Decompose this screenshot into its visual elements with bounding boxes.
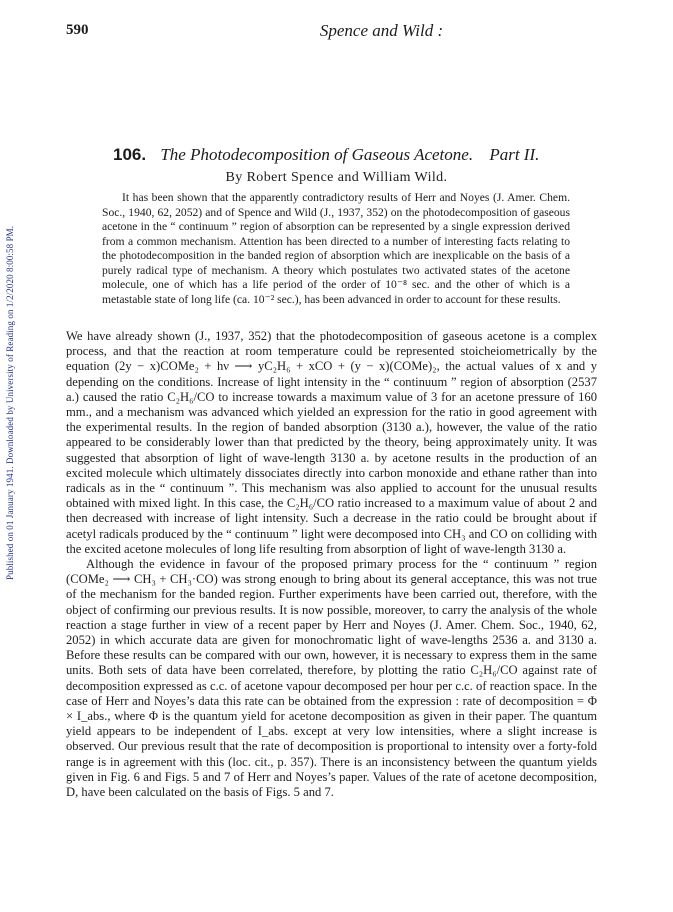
- article-title: [113, 145, 633, 165]
- download-watermark: [5, 140, 19, 580]
- running-head: [0, 21, 673, 41]
- body-text: [66, 329, 597, 800]
- abstract-text: It has been shown that the apparently contradictory results of Herr and Noyes (J. Amer. Chem. Soc., 1940, 62, 2052) and of Spence and Wild (J., 1937, 352) on the photodecomposition of gaseous acetone in the “ continuum ” region of absorption can be represented by a single expression derived from a common mechanism. Attention has been directed to a number of interesting facts relating to the photodecomposition in the banded region of absorption which are inexplicable on the basis of a purely radical type of mechanism. A theory which postulates two activated states of the acetone molecule, one of which has a life period of the order of 10⁻⁸ sec. and the other of which is a metastable state of long life (ca. 10⁻² sec.), has been advanced in order to account for these results.: [102, 191, 570, 306]
- page-number: 590: [66, 22, 89, 38]
- abstract: [102, 191, 570, 307]
- article-title-text: The Photodecomposition of Gaseous Acetone.: [160, 145, 474, 164]
- download-watermark-text: Published on 01 January 1941. Downloaded by University of Reading on 1/2/2020 8:00:58 PM.: [5, 225, 15, 580]
- article-part: Part II.: [489, 145, 540, 164]
- byline: By Robert Spence and William Wild.: [225, 170, 448, 185]
- running-head-text: Spence and Wild :: [319, 21, 444, 40]
- paragraph-2: Although the evidence in favour of the proposed primary process for the “ continuum ” region (COMe₂ ⟶ CH₃ + CH₃·CO) was strong enough to bring about its general acceptance, this was not true of the mechanism for the banded region. Further experiments have been carried out, therefore, with the object of confirming our previous results. It is now possible, moreover, to carry the analysis of the whole reaction a stage further in view of a recent paper by Herr and Noyes (J. Amer. Chem. Soc., 1940, 62, 2052) in which accurate data are given for monochromatic light of wave-lengths 2536 a. and 3130 a. Before these results can be compared with our own, however, it is necessary to express them in the same units. Both sets of data have been correlated, therefore, by plotting the ratio C₂H₆/CO against rate of decomposition expressed as c.c. of acetone vapour decomposed per hour per c.c. of reaction space. In the case of Herr and Noyes’s data this rate can be obtained from the expression : rate of decomposition = Φ × I_abs., where Φ is the quantum yield for acetone decomposition as given in their paper. The quantum yield appears to be independent of I_abs. except at very low intensities, where a slight increase is observed. Our previous result that the rate of decomposition is proportional to intensity over a forty-fold range is in agreement with this (loc. cit., p. 357). There is an inconsistency between the quantum yields given in Fig. 6 and Figs. 5 and 7 of Herr and Noyes’s paper. Values of the rate of acetone decomposition, D, have been calculated on the basis of Figs. 5 and 7.: [66, 557, 597, 800]
- article-number: 106.: [113, 145, 147, 164]
- paragraph-1: We have already shown (J., 1937, 352) that the photodecomposition of gaseous acetone is a complex process, and that the reaction at room temperature could be represented stoicheiometrically by the equation (2y − x)COMe₂ + hν ⟶ yC₂H₆ + xCO + (y − x)(COMe)₂, the actual values of x and y depending on the conditions. Increase of light intensity in the “ continuum ” region of absorption (2537 a.) caused the ratio C₂H₆/CO to increase towards a maximum value of 3 for an acetone pressure of 160 mm., and a mechanism was advanced which yielded an expression for the ratio in good agreement with the experimental results. In the region of banded absorption (3130 a.), however, the value of the ratio appeared to be considerably lower than that predicted by the theory, being approximately unity. It was suggested that absorption of light of wave-length 3130 a. by acetone results in the production of an excited molecule which ultimately dissociates directly into carbon monoxide and ethane rather than into radicals as in the “ continuum ”. This mechanism was also applied to account for the unusual results obtained with mixed light. In this case, the C₂H₆/CO ratio increased to a maximum value of about 2 and then decreased with increase of light intensity. Such a decrease in the ratio could be brought about if acetyl radicals produced by the “ continuum ” light were decomposed into CH₃ and CO on colliding with the excited acetone molecules of long life resulting from absorption of light of wave-length 3130 a.: [66, 329, 597, 556]
